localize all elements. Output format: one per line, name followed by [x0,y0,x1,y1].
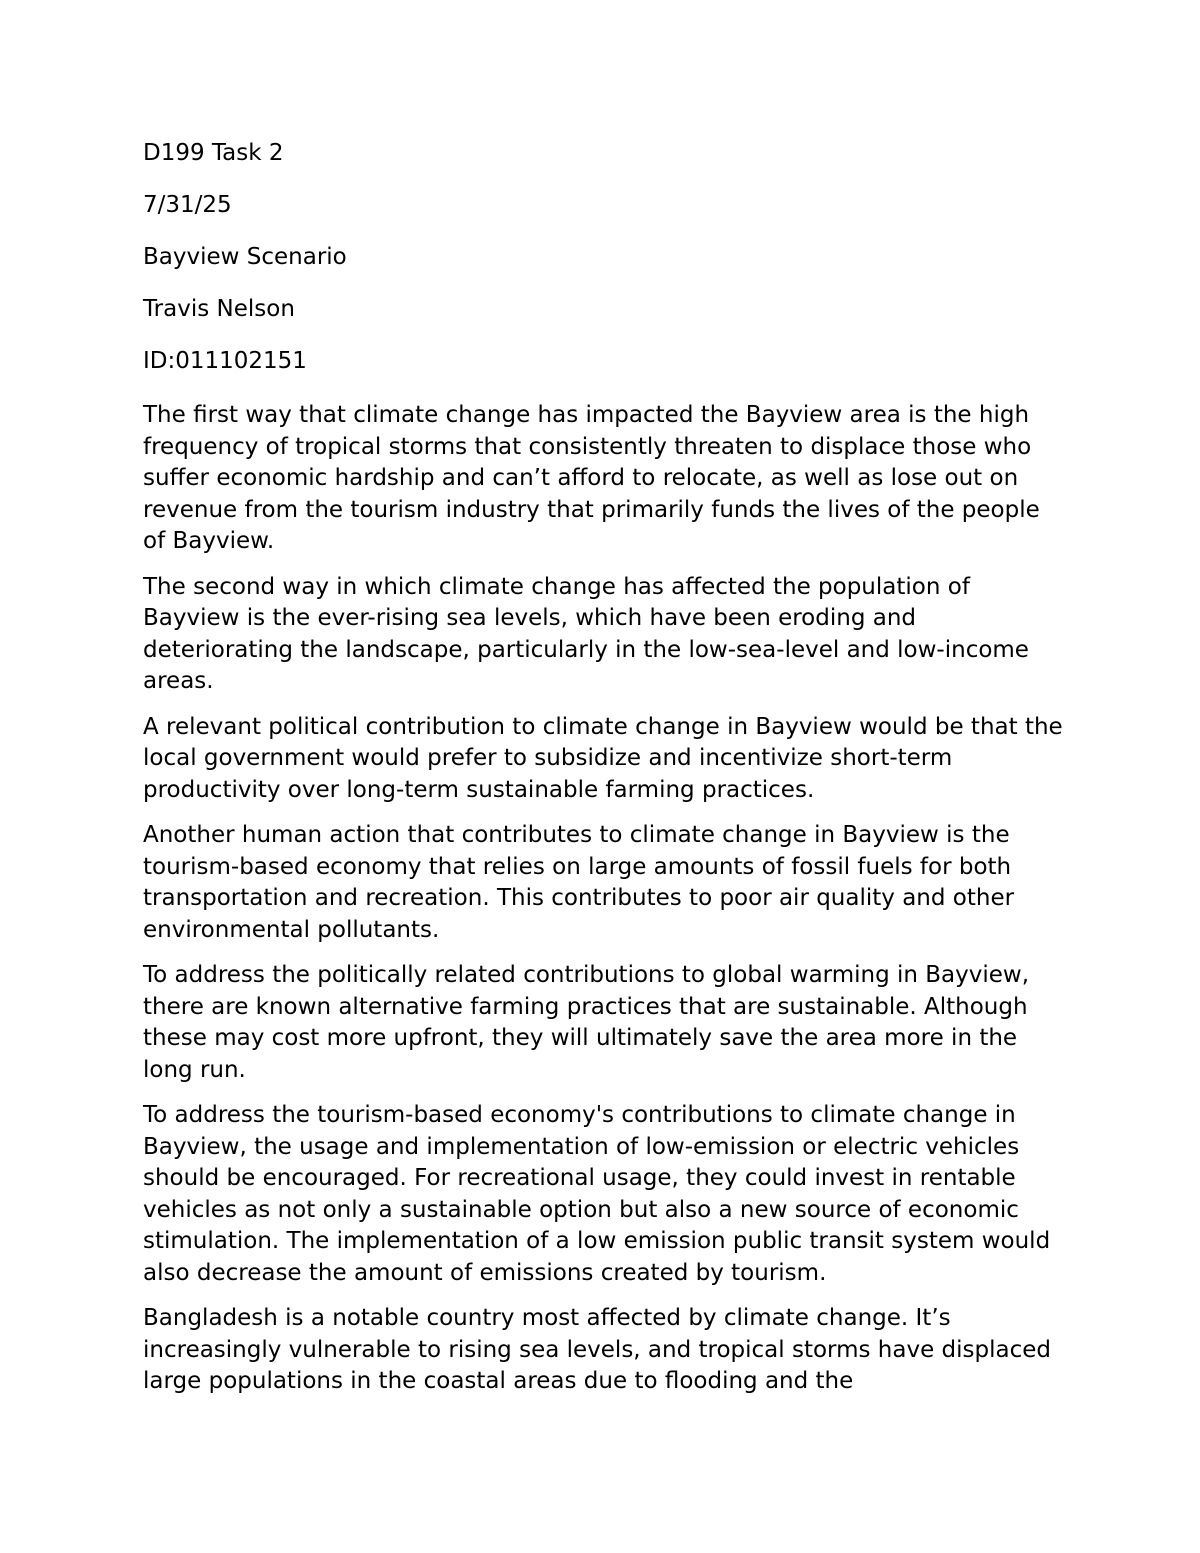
scenario-title: Bayview Scenario [143,244,347,270]
paragraph-farming-solution: To address the politically related contributions to global warming in Bayview, there are known alternative farming practices that are sustainable. Although these may cost more upfront, they will ultimately save the area more in the long run. [143,962,1030,1083]
course-title: D199 Task 2 [143,140,284,166]
paragraph-tropical-storms: The first way that climate change has impacted the Bayview area is the high frequency of tropical storms that consistently threaten to displace those who suffer economic hardship and can’t afford to relocate, as well as lose out on revenue from the tourism industry that primarily funds the lives of the people of Bayview. [143,402,1040,554]
document-body [143,140,1068,1412]
document-date: 7/31/25 [143,192,232,218]
paragraph-tourism-contribution: Another human action that contributes to climate change in Bayview is the tourism-based economy that relies on large amounts of fossil fuels for both transportation and recreation. This contributes to poor air quality and other environmental pollutants. [143,822,1015,943]
paragraph-political-contribution: A relevant political contribution to climate change in Bayview would be that the local government would prefer to subsidize and incentivize short-term productivity over long-term sustainable farming practices. [143,713,1063,803]
author-name: Travis Nelson [143,296,295,322]
student-id: ID:011102151 [143,348,307,374]
paragraph-bangladesh: Bangladesh is a notable country most affected by climate change. It’s increasingly vulnerable to rising sea levels, and tropical storms have displaced large populations in the coastal areas due to flooding and the [143,1305,1051,1394]
paragraph-vehicle-solution: To address the tourism-based economy's contributions to climate change in Bayview, the usage and implementation of low-emission or electric vehicles should be encouraged. For recreational usage, they could invest in rentable vehicles as not only a sustainable option but also a new source of economic stimulation. The implementation of a low emission public transit system would also decrease the amount of emissions created by tourism. [143,1102,1051,1286]
paragraph-sea-levels: The second way in which climate change has affected the population of Bayview is the ever-rising sea levels, which have been eroding and deteriorating the landscape, particularly in the low-sea-level and low-income areas. [143,573,1029,694]
